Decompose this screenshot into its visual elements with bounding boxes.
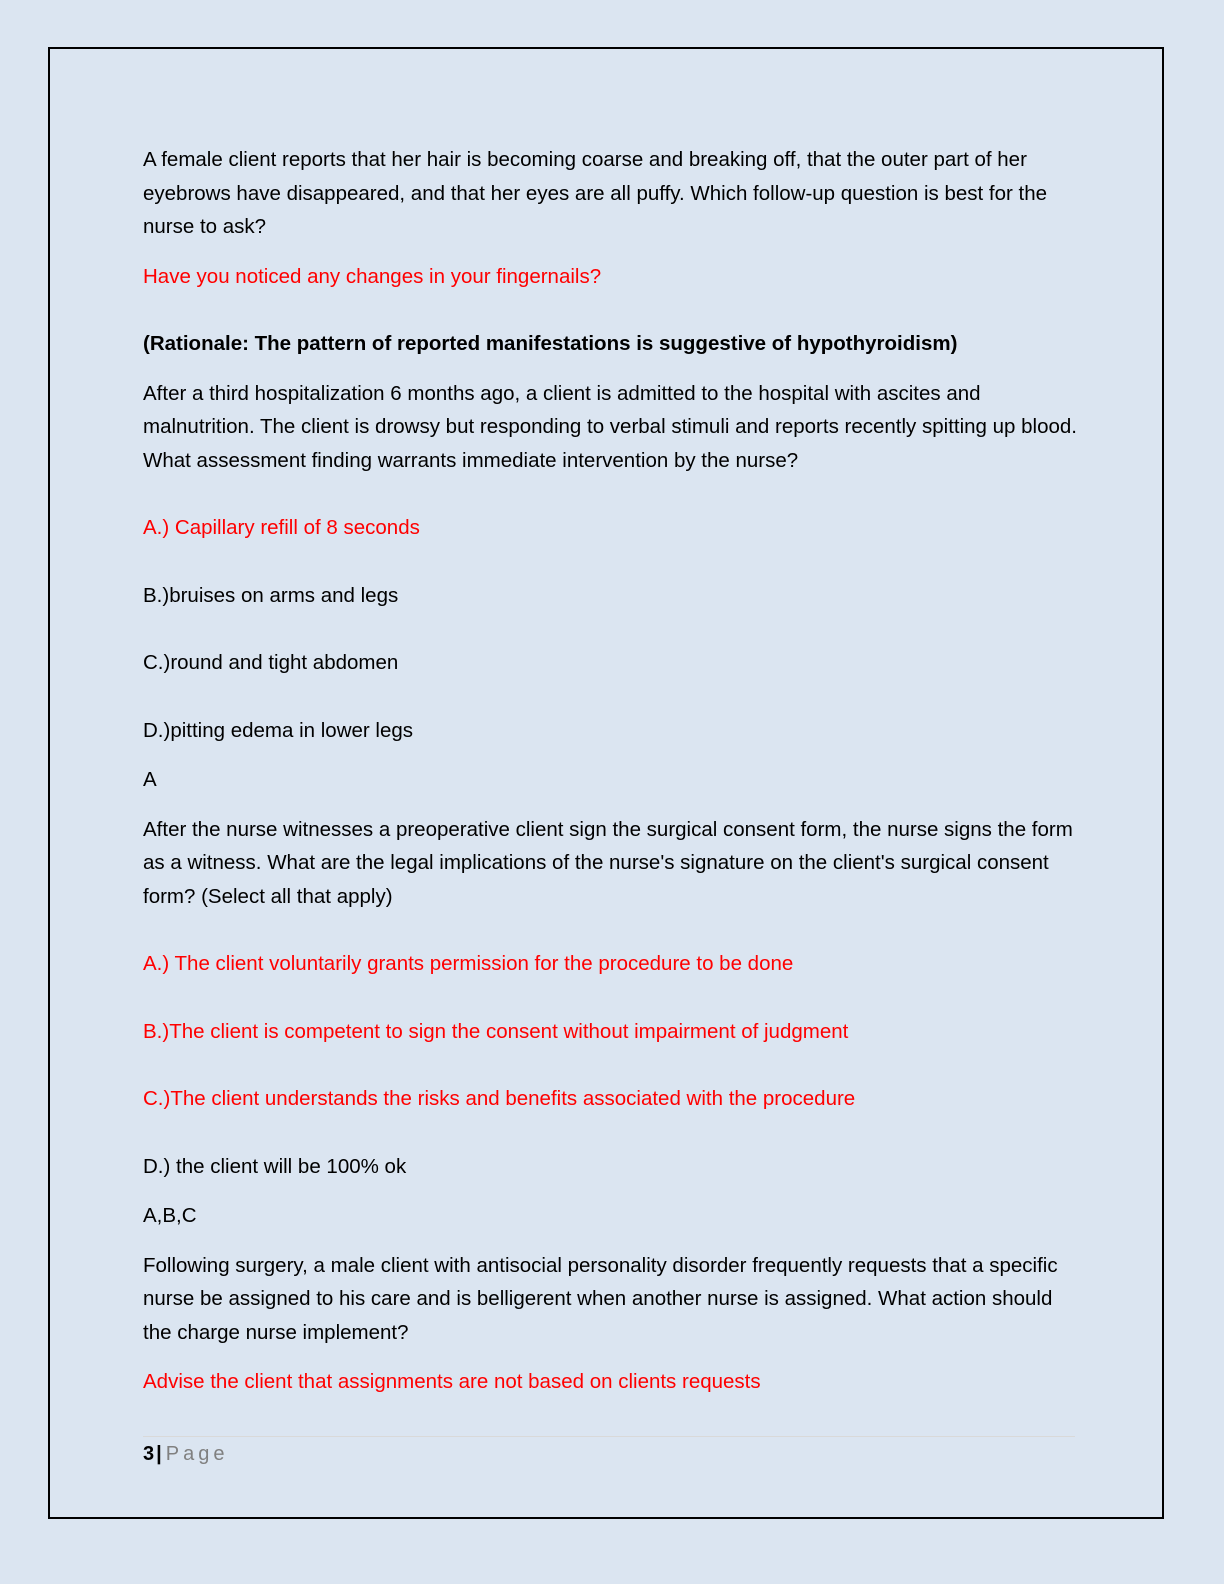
question-2-option-a: A.) Capillary refill of 8 seconds	[143, 516, 420, 539]
page-number: 3	[143, 1443, 155, 1465]
question-2-answer: A	[143, 768, 157, 791]
page-label: Page	[165, 1443, 229, 1465]
question-3-option-d: D.) the client will be 100% ok	[143, 1154, 407, 1178]
question-2-option-c: C.)round and tight abdomen	[143, 651, 399, 674]
footer-separator: |	[156, 1443, 162, 1465]
question-1-answer: Have you noticed any changes in your fingernails?	[143, 264, 602, 288]
question-3-option-c: C.)The client understands the risks and benefits associated with the procedure	[143, 1087, 856, 1110]
question-3-option-a: A.) The client voluntarily grants permission for the procedure to be done	[143, 952, 794, 975]
footer-divider	[143, 1436, 1075, 1437]
question-3-answer: A,B,C	[143, 1204, 197, 1227]
question-2-option-b: B.)bruises on arms and legs	[143, 583, 399, 607]
question-3-option-b: B.)The client is competent to sign the consent without impairment of judgment	[143, 1019, 849, 1043]
question-3-text: After the nurse witnesses a preoperative client sign the surgical consent form, the nurse signs the form as a witness. What are the legal implications of the nurse's signature on the client's surgical consent form? (Select all that apply)	[143, 817, 1073, 908]
question-1-text: A female client reports that her hair is becoming coarse and breaking off, that the outer part of her eyebrows have disappeared, and that her eyes are all puffy. Which follow-up question is best for the nurse to ask?	[143, 148, 1048, 238]
question-1-rationale: (Rationale: The pattern of reported manifestations is suggestive of hypothyroidism)	[143, 332, 958, 355]
page-footer	[143, 1440, 228, 1468]
question-4-answer: Advise the client that assignments are not based on clients requests	[143, 1370, 761, 1393]
document-body	[143, 143, 1078, 1399]
question-2-option-d: D.)pitting edema in lower legs	[143, 718, 414, 742]
question-2-text: After a third hospitalization 6 months ago, a client is admitted to the hospital with ascites and malnutrition. The client is drowsy but responding to verbal stimuli and reports recently spitting up blood. What assessment finding warrants immediate intervention by the nurse?	[143, 381, 1077, 472]
question-4-text: Following surgery, a male client with antisocial personality disorder frequently requests that a specific nurse be assigned to his care and is belligerent when another nurse is assigned. What action should the charge nurse implement?	[143, 1253, 1058, 1344]
